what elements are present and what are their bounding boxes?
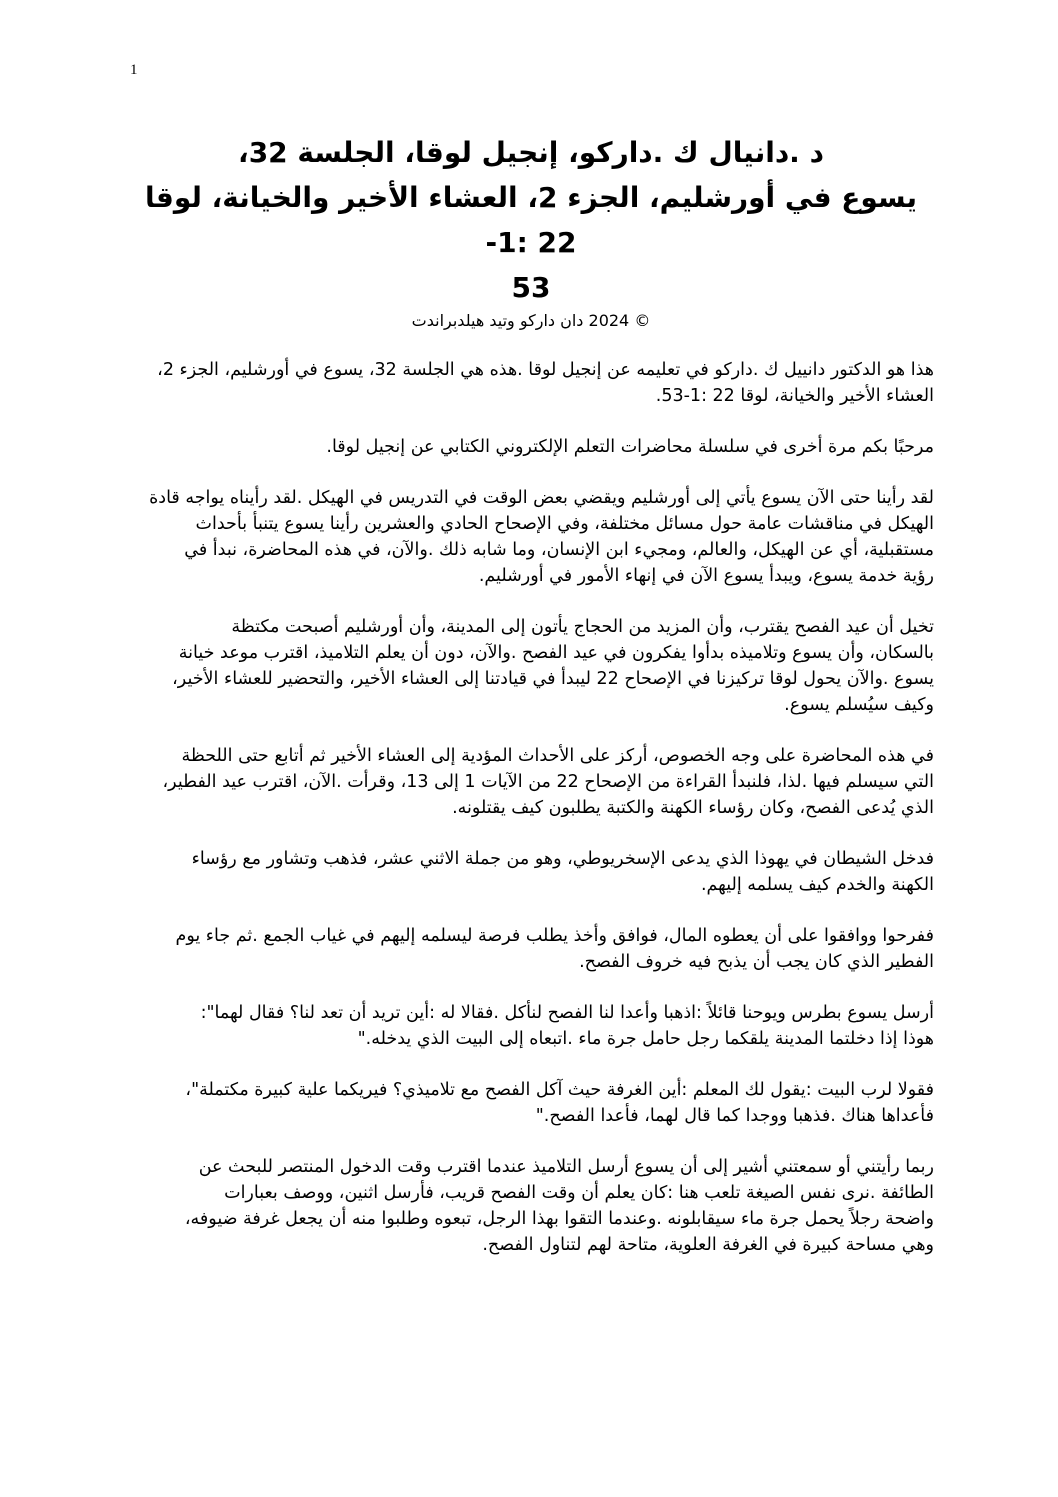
document-title bbox=[128, 130, 934, 310]
text-line: التي سيسلم فيها .لذا، فلنبدأ القراءة من الإصحاح 22 من الآيات 1 إلى 13، وقرأت .الآن، اقترب عيد الفطير، bbox=[162, 772, 934, 792]
paragraph bbox=[128, 1154, 934, 1258]
text-line: الطائفة .نرى نفس الصيغة تلعب هنا :كان يعلم أن وقت الفصح قريب، فأرسل اثنين، ووصف بعبارات bbox=[224, 1183, 934, 1203]
text-line: هذا هو الدكتور دانييل ك .داركو في تعليمه عن إنجيل لوقا .هذه هي الجلسة 32، يسوع في أورشليم، الجزء 2، bbox=[157, 360, 934, 380]
text-line: ربما رأيتني أو سمعتني أشير إلى أن يسوع أرسل التلاميذ عندما اقترب وقت الدخول المنتصر للبحث عن bbox=[198, 1157, 934, 1177]
text-line: بالسكان، وأن يسوع وتلاميذه بدأوا يفكرون في عيد الفصح .والآن، دون أن يعلم التلاميذ، اقترب موعد خيانة bbox=[178, 643, 934, 663]
text-line: واضحة رجلاً يحمل جرة ماء سيقابلونه .وعندما التقوا بهذا الرجل، تبعوه وطلبوا منه أن يجعل غرفة ضيوفه، bbox=[184, 1209, 934, 1229]
paragraph bbox=[128, 485, 934, 589]
text-line: ففرحوا ووافقوا على أن يعطوه المال، فوافق وأخذ يطلب فرصة ليسلمه إليهم في غياب الجمع .ثم جاء يوم bbox=[175, 926, 934, 946]
text-line: العشاء الأخير والخيانة، لوقا 22 :1-53. bbox=[655, 386, 934, 406]
title-line: يسوع في أورشليم، الجزء 2، العشاء الأخير والخيانة، لوقا 22 :1- bbox=[145, 181, 917, 259]
paragraph bbox=[128, 614, 934, 718]
text-line: هوذا إذا دخلتما المدينة يلقكما رجل حامل جرة ماء .اتبعاه إلى البيت الذي يدخله." bbox=[357, 1029, 934, 1049]
text-line: أرسل يسوع بطرس ويوحنا قائلاً :اذهبا وأعدا لنا الفصح لنأكل .فقالا له :أين تريد أن تعد لنا؟ فقال لهما": bbox=[200, 1003, 934, 1023]
text-line: فقولا لرب البيت :يقول لك المعلم :أين الغرفة حيث آكل الفصح مع تلاميذي؟ فيريكما علية كبيرة مكتملة"، bbox=[185, 1080, 934, 1100]
paragraph bbox=[128, 357, 934, 409]
paragraph bbox=[128, 434, 934, 460]
text-line: الهيكل في مناقشات عامة حول مسائل مختلفة، وفي الإصحاح الحادي والعشرين رأينا يسوع يتنبأ بأحداث bbox=[195, 514, 934, 534]
text-line: تخيل أن عيد الفصح يقترب، وأن المزيد من الحجاج يأتون إلى المدينة، وأن أورشليم أصبحت مكتظة bbox=[231, 617, 934, 637]
text-line: فأعداها هناك .فذهبا ووجدا كما قال لهما، فأعدا الفصح." bbox=[535, 1106, 934, 1126]
text-line: الفطير الذي كان يجب أن يذبح فيه خروف الفصح. bbox=[579, 952, 934, 972]
title-line: د .دانيال ك .داركو، إنجيل لوقا، الجلسة 32، bbox=[238, 136, 824, 169]
text-line: الكهنة والخدم كيف يسلمه إليهم. bbox=[700, 875, 934, 895]
text-line: مرحبًا بكم مرة أخرى في سلسلة محاضرات التعلم الإلكتروني الكتابي عن إنجيل لوقا. bbox=[326, 437, 934, 457]
copyright-notice: © 2024 دان داركو وتيد هيلدبراندت bbox=[411, 311, 651, 330]
text-line: لقد رأينا حتى الآن يسوع يأتي إلى أورشليم ويقضي بعض الوقت في التدريس في الهيكل .لقد رأيناه يواجه قادة bbox=[149, 488, 934, 508]
paragraph bbox=[128, 846, 934, 898]
paragraph bbox=[128, 1077, 934, 1129]
title-line: 53 bbox=[511, 271, 551, 304]
text-line: يسوع .والآن يحول لوقا تركيزنا في الإصحاح 22 ليبدأ في قيادتنا إلى العشاء الأخير، والتحضير للعشاء الأخير، bbox=[172, 669, 934, 689]
text-line: وكيف سيُسلم يسوع. bbox=[784, 695, 934, 715]
paragraph bbox=[128, 743, 934, 821]
text-line: رؤية خدمة يسوع، ويبدأ يسوع الآن في إنهاء الأمور في أورشليم. bbox=[478, 566, 934, 586]
page-number: 1 bbox=[130, 62, 138, 78]
text-line: وهي مساحة كبيرة في الغرفة العلوية، متاحة لهم لتناول الفصح. bbox=[482, 1235, 934, 1255]
text-line: في هذه المحاضرة على وجه الخصوص، أركز على الأحداث المؤدية إلى العشاء الأخير ثم أتابع حتى اللحظة bbox=[181, 746, 934, 766]
text-line: مستقبلية، أي عن الهيكل، والعالم، ومجيء ابن الإنسان، وما شابه ذلك .والآن، في هذه المحاضرة، نبدأ في bbox=[184, 540, 934, 560]
paragraph bbox=[128, 923, 934, 975]
paragraph bbox=[128, 1000, 934, 1052]
text-line: الذي يُدعى الفصح، وكان رؤساء الكهنة والكتبة يطلبون كيف يقتلونه. bbox=[452, 798, 934, 818]
text-line: فدخل الشيطان في يهوذا الذي يدعى الإسخريوطي، وهو من جملة الاثني عشر، فذهب وتشاور مع رؤساء bbox=[191, 849, 934, 869]
document-body bbox=[128, 130, 934, 1283]
